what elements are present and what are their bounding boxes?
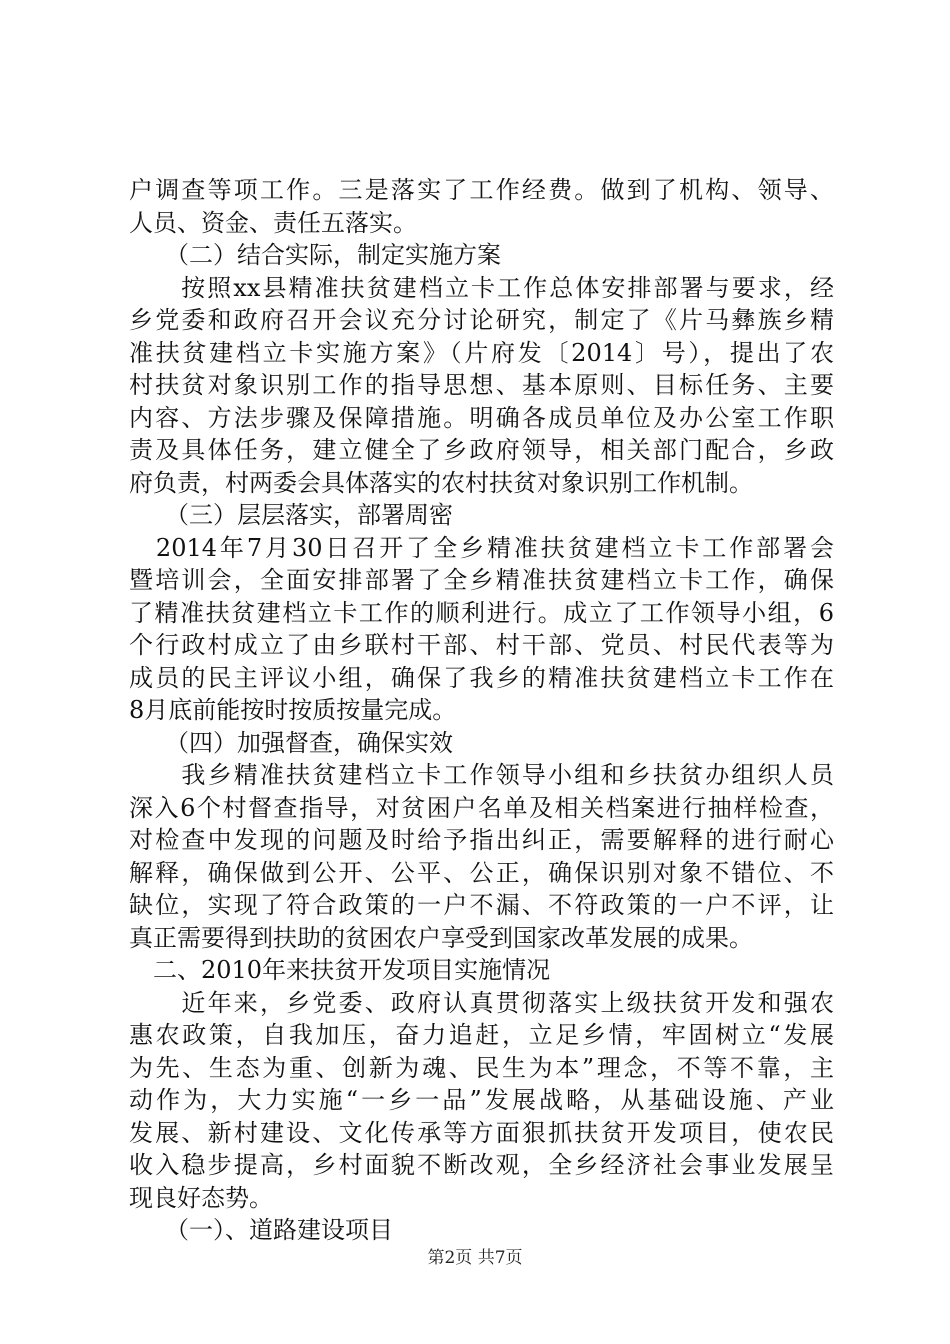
- text-line: 收入稳步提高，乡村面貌不断改观，全乡经济社会事业发展呈: [129, 1151, 834, 1179]
- text-line: （三）层层落实，部署周密: [129, 501, 453, 529]
- page-footer: 第2页 共7页: [427, 1248, 523, 1268]
- text-line: 人员、资金、责任五落实。: [129, 208, 417, 237]
- text-line: 府负责，村两委会具体落实的农村扶贫对象识别工作机制。: [129, 468, 753, 497]
- text-line: 深入6个村督查指导，对贫困户名单及相关档案进行抽样检查，: [129, 793, 834, 822]
- paragraph: [129, 759, 834, 954]
- text-line: 对检查中发现的问题及时给予指出纠正，需要解释的进行耐心: [129, 826, 834, 854]
- text-line: 村扶贫对象识别工作的指导思想、基本原则、目标任务、主要: [129, 371, 834, 399]
- text-line: 解释，确保做到公开、公平、公正，确保识别对象不错位、不: [129, 858, 834, 887]
- section-heading: [129, 954, 834, 987]
- text-line: 个行政村成立了由乡联村干部、村干部、党员、村民代表等为: [129, 631, 834, 659]
- text-line: 按照xx县精准扶贫建档立卡工作总体安排部署与要求，经: [129, 273, 834, 302]
- text-line: （二）结合实际，制定实施方案: [129, 241, 501, 269]
- text-line: 缺位，实现了符合政策的一户不漏、不符政策的一户不评，让: [129, 891, 834, 919]
- text-line: 8月底前能按时按质按量完成。: [129, 696, 457, 724]
- text-line: 近年来，乡党委、政府认真贯彻落实上级扶贫开发和强农: [129, 988, 834, 1017]
- paragraph: [129, 272, 834, 500]
- text-line: 内容、方法步骤及保障措施。明确各成员单位及办公室工作职: [129, 403, 834, 432]
- text-line: 2014年7月30日召开了全乡精准扶贫建档立卡工作部署会: [129, 533, 834, 562]
- text-line: 暨培训会，全面安排部署了全乡精准扶贫建档立卡工作，确保: [129, 566, 834, 594]
- text-line: 动作为，大力实施“一乡一品”发展战略，从基础设施、产业: [129, 1086, 834, 1114]
- section-heading: [129, 727, 834, 760]
- paragraph: [129, 987, 834, 1215]
- text-line: 责及具体任务，建立健全了乡政府领导，相关部门配合，乡政: [129, 436, 834, 464]
- paragraph: [129, 174, 834, 239]
- section-heading: [129, 499, 834, 532]
- text-line: 我乡精准扶贫建档立卡工作领导小组和乡扶贫办组织人员: [129, 761, 834, 789]
- paragraph: [129, 532, 834, 727]
- text-line: 户调查等项工作。三是落实了工作经费。做到了机构、领导、: [129, 176, 834, 204]
- section-heading: [129, 239, 834, 272]
- text-line: 准扶贫建档立卡实施方案》（片府发〔2014〕号），提出了农: [129, 338, 834, 367]
- text-line: 二、2010年来扶贫开发项目实施情况: [129, 956, 551, 984]
- text-line: 惠农政策，自我加压，奋力追赶，立足乡情，牢固树立“发展: [129, 1021, 834, 1049]
- text-line: 为先、生态为重、创新为魂、民生为本”理念，不等不靠，主: [129, 1053, 834, 1082]
- text-line: 成员的民主评议小组，确保了我乡的精准扶贫建档立卡工作在: [129, 663, 834, 692]
- text-line: 了精准扶贫建档立卡工作的顺利进行。成立了工作领导小组，6: [129, 598, 834, 627]
- text-line: （一）、道路建设项目: [129, 1216, 393, 1244]
- text-line: 发展、新村建设、文化传承等方面狠抓扶贫开发项目，使农民: [129, 1118, 834, 1147]
- text-line: 真正需要得到扶助的贫困农户享受到国家改革发展的成果。: [129, 923, 753, 952]
- text-line: 乡党委和政府召开会议充分讨论研究，制定了《片马彝族乡精: [129, 306, 834, 334]
- text-line: （四）加强督查，确保实效: [129, 728, 453, 757]
- section-heading: [129, 1214, 834, 1247]
- text-line: 现良好态势。: [129, 1183, 273, 1212]
- document-body: [129, 174, 834, 1247]
